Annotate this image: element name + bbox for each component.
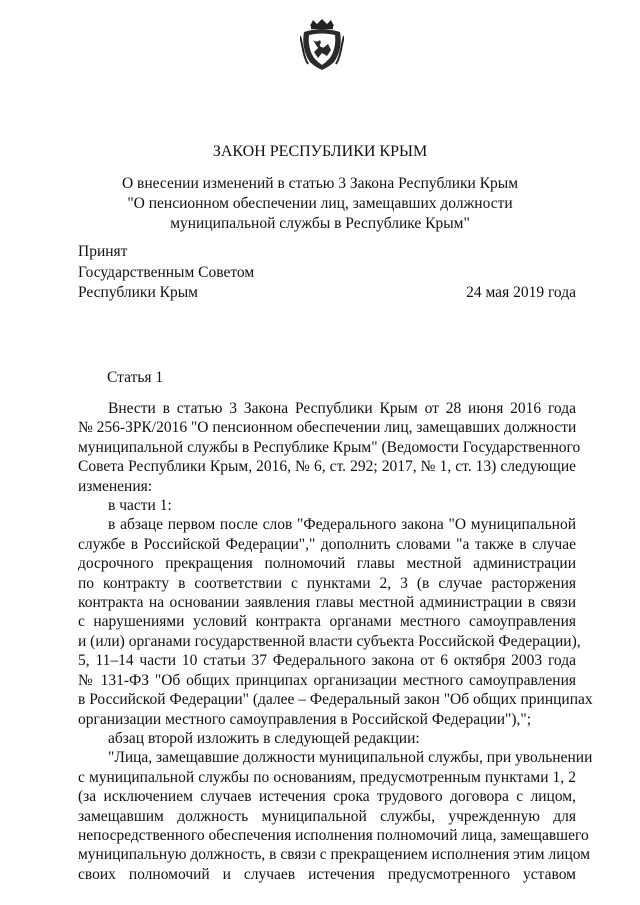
- article-heading: Статья 1: [107, 369, 164, 386]
- subtitle-line: О внесении изменений в статью 3 Закона Республики Крым: [121, 175, 519, 192]
- article-text-line: своих полномочий и случаев истечения предусмотренного уставом: [78, 865, 576, 883]
- adoption-line: Республики Крым: [78, 284, 198, 301]
- law-title: ЗАКОН РЕСПУБЛИКИ КРЫМ: [212, 143, 428, 160]
- article-text-line: и (или) органами государственной власти субъекта Российской Федерации),: [78, 632, 581, 650]
- article-text-line: в абзаце первом после слов "Федерального закона "О муниципальной: [108, 516, 576, 534]
- law-subtitle: [0, 174, 640, 234]
- article-text-line: по контракту в соответствии с пунктами 2, 3 (в случае расторжения: [78, 574, 576, 592]
- article-text-line: с муниципальной службы по основаниям, предусмотренным пунктами 1, 2: [78, 768, 576, 786]
- article-text-line: с нарушениями условий контракта органами местного самоуправления: [78, 613, 576, 631]
- adoption-line: Принят: [78, 243, 128, 260]
- article-text-line: изменения:: [78, 477, 153, 495]
- article-text-line: контракта на основании заявления главы местной администрации в связи: [78, 594, 576, 612]
- article-text-line: № 131-ФЗ "Об общих принципах организации местного самоуправления: [78, 671, 576, 689]
- crimea-coat-of-arms-icon: [300, 18, 344, 72]
- article-text-line: абзац второй изложить в следующей редакции:: [108, 729, 420, 747]
- adoption-line: Государственным Советом: [78, 263, 255, 281]
- article-text-line: № 256-ЗРК/2016 "О пенсионном обеспечении лиц, замещавших должности: [78, 419, 577, 437]
- article-text-line: муниципальную должность, в связи с прекращением исполнения этим лицом: [78, 846, 591, 864]
- article-text-line: в части 1:: [108, 497, 172, 515]
- article-text-line: Внести в статью 3 Закона Республики Крым от 28 июня 2016 года: [108, 400, 576, 417]
- article-body: [78, 399, 593, 884]
- article-text-line: (за исключением случаев истечения срока трудового договора с лицом,: [78, 788, 576, 806]
- article-text-line: Совета Республики Крым, 2016, № 6, ст. 292; 2017, № 1, ст. 13) следующие: [78, 458, 576, 476]
- article-text-line: замещавшим должность муниципальной службы, учрежденную для: [78, 807, 576, 825]
- article-text-line: муниципальной службы в Республике Крым" (Ведомости Государственного: [78, 438, 581, 456]
- subtitle-line: муниципальной службы в Республике Крым": [170, 215, 470, 232]
- article-text-line: организации местного самоуправления в Российской Федерации"),";: [78, 710, 532, 728]
- adoption-date: 24 мая 2019 года: [466, 284, 576, 301]
- article-text-line: непосредственного обеспечения исполнения полномочий лица, замещавшего: [78, 826, 589, 844]
- article-text-line: "Лица, замещавшие должности муниципальной службы, при увольнении: [108, 749, 593, 767]
- adoption-block: [78, 242, 254, 304]
- article-text-line: 5, 11–14 части 10 статьи 37 Федерального закона от 6 октября 2003 года: [78, 652, 576, 670]
- subtitle-line: "О пенсионном обеспечении лиц, замещавших должности: [127, 195, 513, 212]
- article-text-line: досрочного прекращения полномочий главы местной администрации: [78, 555, 576, 573]
- article-text-line: в Российской Федерации" (далее – Федеральный закон "Об общих принципах: [78, 691, 593, 709]
- article-text-line: службе в Российской Федерации"," дополнить словами "а также в случае: [78, 535, 576, 553]
